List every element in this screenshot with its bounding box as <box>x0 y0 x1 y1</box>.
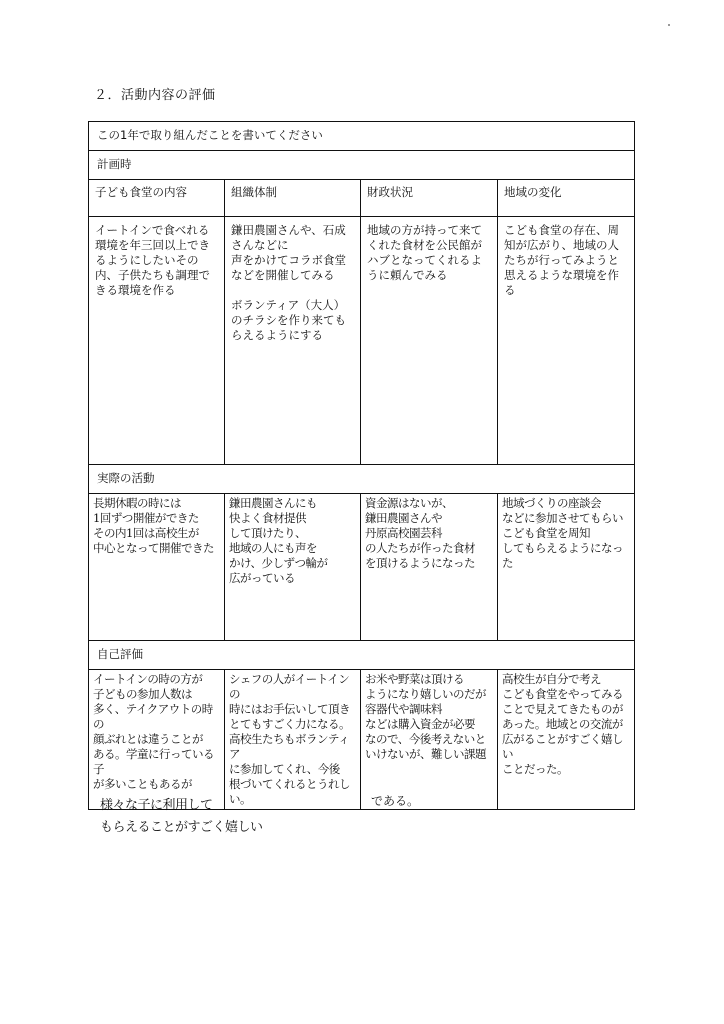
plan-text: こども食堂の存在、周知が広がり、地域の人たちが行ってみようと思えるような環境を作る <box>504 223 619 297</box>
self-cell-content <box>89 670 225 810</box>
evaluation-table <box>88 121 635 810</box>
self-cell-community <box>498 670 635 810</box>
self-label: 自己評価 <box>89 641 635 670</box>
column-header-finance: 財政状況 <box>361 180 498 217</box>
column-header-content: 子ども食堂の内容 <box>89 180 225 217</box>
plan-label: 計画時 <box>89 151 635 180</box>
section-heading: ２．活動内容の評価 <box>94 88 216 103</box>
plan-cell-community <box>498 217 635 465</box>
actual-label: 実際の活動 <box>89 465 635 494</box>
actual-cell-finance <box>361 494 498 641</box>
handwritten-text: イートインの時の方が 子どもの参加人数は 多く、テイクアウトの時の 顔ぶれとは違うことが ある。学童に行っている子 が多いこともあるが <box>93 672 214 791</box>
handwritten-text: 鎌田農園さんにも 快よく食材提供 して頂けたり、 地域の人にも声を かけ、少しずつ輪が 広がっている <box>229 496 328 585</box>
handwritten-text: お米や野菜は頂ける ようになり嬉しいのだが 容器代や調味料 などは購入資金が必要 なので、今後考えないと いけないが、難しい課題 <box>365 672 486 761</box>
self-cell-organization <box>225 670 361 810</box>
handwritten-text: 長期休暇の時には 1回ずつ開催ができた その内1回は高校生が 中心となって開催できた <box>93 496 214 555</box>
handwritten-text: 資金源はないが、 鎌田農園さんや 丹原高校園芸科 の人たちが作った食材 を頂けるようになった <box>365 496 475 570</box>
actual-cell-organization <box>225 494 361 641</box>
actual-cell-community <box>498 494 635 641</box>
self-cell-finance <box>361 670 498 810</box>
self-overflow-text: 様々な子に利用して もらえることがすごく嬉しい <box>100 798 263 835</box>
plan-text: イートインで食べれる環境を年三回以上できるようにしたいその内、子供たちも調理できる環境を作る <box>95 223 210 297</box>
handwritten-text: シェフの人がイートインの 時にはお手伝いして頂き とてもすごく力になる。 高校生たちもボランティア に参加してくれ、今後 根づいてくれるとうれしい。 <box>229 672 350 806</box>
handwritten-text: 地域づくりの座談会 などに参加させてもらい こども食堂を周知 してもらえるようになった <box>502 496 623 570</box>
plan-text: 地域の方が持って来てくれた食材を公民館がハブとなってくれるように頼んでみる <box>367 223 482 282</box>
plan-cell-organization <box>225 217 361 465</box>
handwritten-text: 高校生が自分で考え こども食堂をやってみる ことで見えてきたものが あった。地域との交流が 広がることがすごく嬉しい ことだった。 <box>502 672 623 776</box>
self-overflow-text-finance: である。 <box>371 794 420 808</box>
plan-cell-content <box>89 217 225 465</box>
prompt-row: この1年で取り組んだことを書いてください <box>89 122 635 151</box>
plan-cell-finance <box>361 217 498 465</box>
actual-cell-content <box>89 494 225 641</box>
scan-speck <box>668 24 670 26</box>
column-header-community: 地域の変化 <box>498 180 635 217</box>
plan-text: 鎌田農園さんや、石成さんなどに 声をかけてコラボ食堂などを開催してみる ボランティア（大人）のチラシを作り来てもらえるようにする <box>231 223 346 342</box>
column-header-organization: 組織体制 <box>225 180 361 217</box>
